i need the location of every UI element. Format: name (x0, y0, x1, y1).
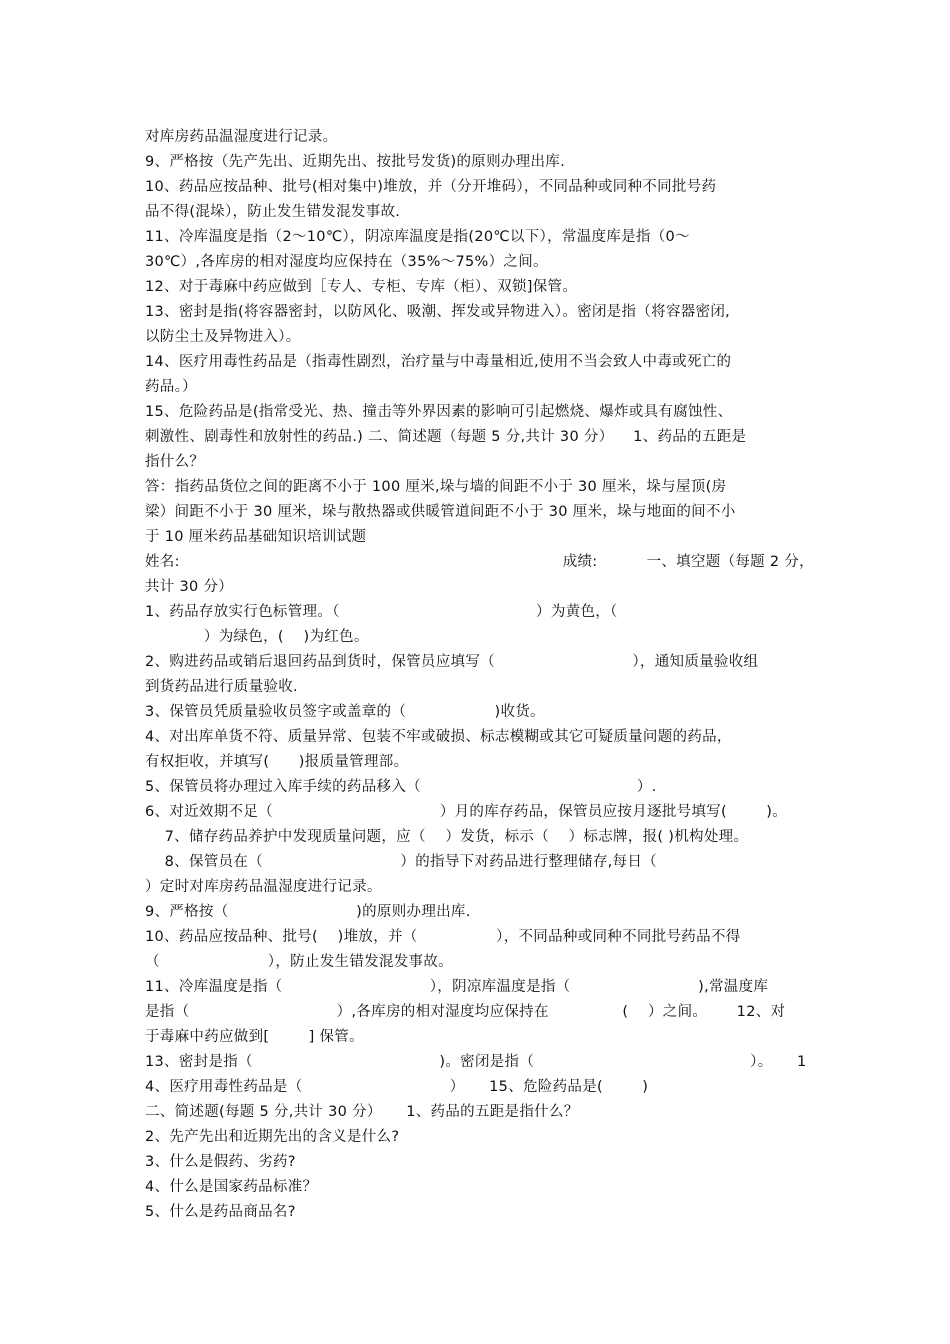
text-line: 30℃）,各库房的相对湿度均应保持在（35%～75%）之间。 (145, 254, 548, 270)
text-line: 9、严格按（ )的原则办理出库. (145, 904, 471, 920)
text-line: 4、什么是国家药品标准？ (145, 1179, 318, 1195)
text-line: 5、什么是药品商品名? (145, 1204, 296, 1220)
text-line: 4、对出库单货不符、质量异常、包装不牢或破损、标志模糊或其它可疑质量问题的药品， (145, 729, 732, 745)
text-line: 4、医疗用毒性药品是（ ） 15、危险药品是( ) (145, 1079, 649, 1095)
text-line: 7、储存药品养护中发现质量问题，应（ ）发货，标示（ ）标志牌，报( )机构处理。 (145, 829, 749, 845)
text-line: ）定时对库房药品温湿度进行记录。 (145, 879, 382, 895)
text-line: 答：指药品货位之间的距离不小于 100 厘米,垛与墙的间距不小于 30 厘米，垛与屋顶(房 (145, 479, 727, 495)
text-line: 13、密封是指(将容器密封，以防风化、吸潮、挥发或异物进入）。密闭是指（将容器密闭, (145, 304, 731, 320)
text-line: 2、购进药品或销后退回药品到货时，保管员应填写（ ），通知质量验收组 (145, 654, 759, 670)
text-line: 2、先产先出和近期先出的含义是什么? (145, 1129, 400, 1145)
text-line: 药品。） (145, 379, 197, 395)
text-line: 到货药品进行质量验收. (145, 679, 298, 695)
text-line: 10、药品应按品种、批号(相对集中)堆放，并（分开堆码），不同品种或同种不同批号药 (145, 179, 717, 195)
text-line: 刺激性、剧毒性和放射性的药品.) 二、简述题（每题 5 分,共计 30 分） 1、药品的五距是 (145, 429, 747, 445)
text-line: 15、危险药品是(指常受光、热、撞击等外界因素的影响可引起燃烧、爆炸或具有腐蚀性、 (145, 404, 733, 420)
text-line: 1、药品存放实行色标管理。（ ）为黄色，（ (145, 604, 618, 620)
text-line: 共计 30 分） (145, 579, 234, 595)
text-line: 5、保管员将办理过入库手续的药品移入（ ）. (145, 779, 657, 795)
text-line: 12、对于毒麻中药应做到［专人、专柜、专库（柜）、双锁]保管。 (145, 279, 578, 295)
text-line: 14、医疗用毒性药品是（指毒性剧烈，治疗量与中毒量相近,使用不当会致人中毒或死亡的 (145, 354, 732, 370)
text-line: 品不得(混垛），防止发生错发混发事故. (145, 204, 401, 220)
text-line: 8、保管员在（ ）的指导下对药品进行整理储存,每日（ (145, 854, 657, 870)
text-line: 10、药品应按品种、批号( )堆放，并（ ），不同品种或同种不同批号药品不得 (145, 929, 741, 945)
text-line: 6、对近效期不足（ ）月的库存药品，保管员应按月逐批号填写( )。 (145, 804, 788, 820)
text-line: 9、严格按（先产先出、近期先出、按批号发货)的原则办理出库. (145, 154, 565, 170)
text-line: 于毒麻中药应做到[ ] 保管。 (145, 1029, 364, 1045)
text-line: 有权拒收，并填写( )报质量管理部。 (145, 754, 409, 770)
text-line: 于 10 厘米药品基础知识培训试题 (145, 529, 367, 545)
text-line: 指什么？ (145, 454, 205, 470)
text-line: 13、密封是指（ )。密闭是指（ ）。 1 (145, 1054, 807, 1070)
text-line: 3、什么是假药、劣药? (145, 1154, 296, 1170)
text-line: 11、冷库温度是指（2～10℃），阴凉库温度是指(20℃以下），常温度库是指（0～ (145, 229, 690, 245)
text-line: 11、冷库温度是指（ ），阴凉库温度是指（ ),常温度库 (145, 979, 769, 995)
text-line: （ ），防止发生错发混发事故。 (145, 954, 453, 970)
text-line: ）为绿色，( )为红色。 (145, 629, 369, 645)
text-line: 是指（ ）,各库房的相对湿度均应保持在 ( ）之间。 12、对 (145, 1004, 786, 1020)
text-line: 二、简述题(每题 5 分,共计 30 分） 1、药品的五距是指什么？ (145, 1104, 579, 1120)
text-line: 姓名: 成绩: 一、填空题（每题 2 分， (145, 554, 814, 570)
text-line: 对库房药品温湿度进行记录。 (145, 129, 338, 145)
text-line: 3、保管员凭质量验收员签字或盖章的（ )收货。 (145, 704, 545, 720)
text-line: 以防尘土及异物进入）。 (145, 329, 301, 345)
text-line: 梁）间距不小于 30 厘米，垛与散热器或供暖管道间距不小于 30 厘米，垛与地面的间不小 (145, 504, 736, 520)
